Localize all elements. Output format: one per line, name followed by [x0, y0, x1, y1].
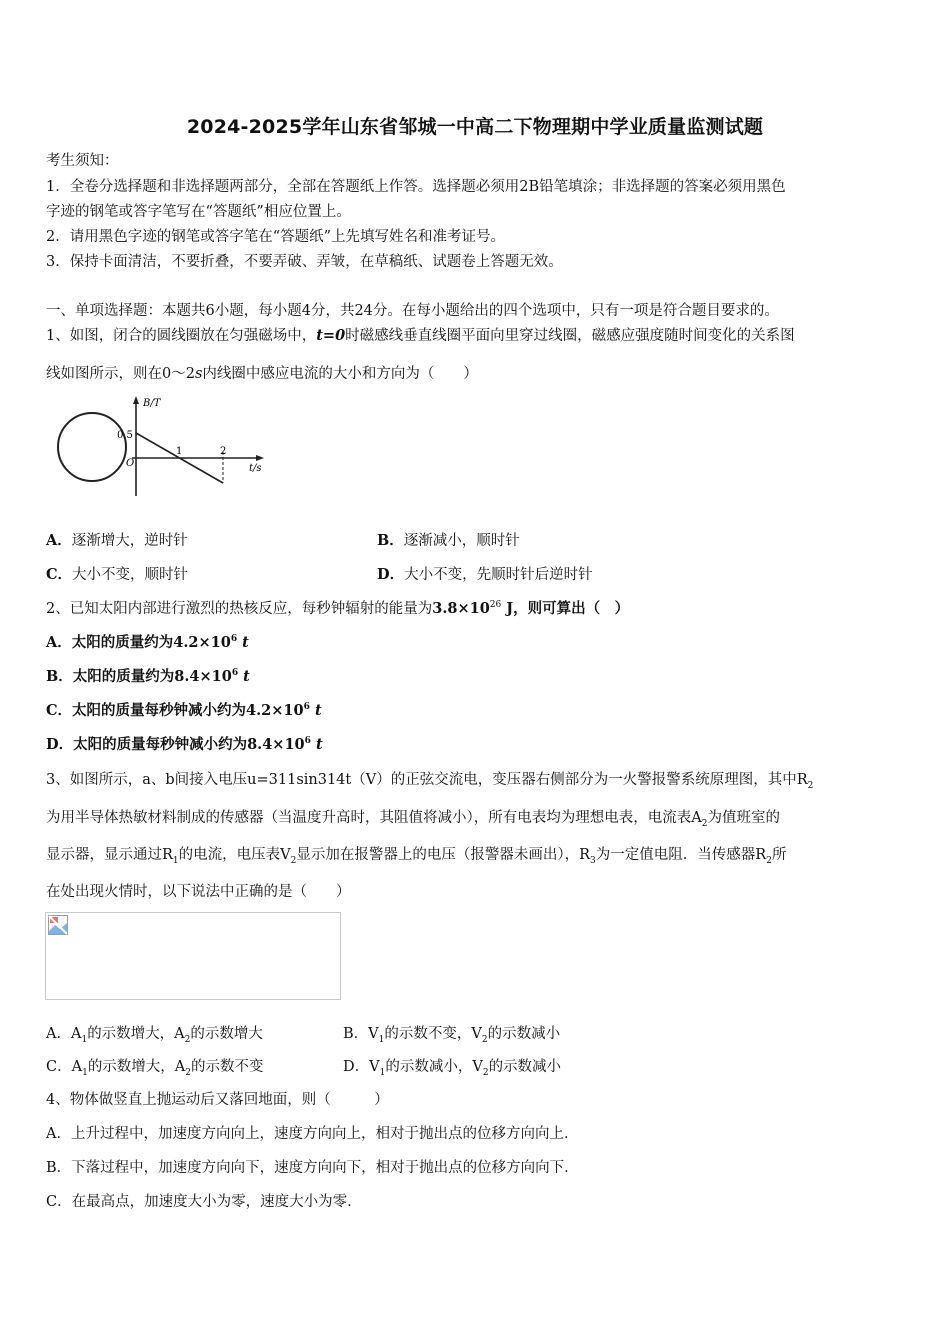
q3-subscript: 2 [481, 1034, 488, 1045]
q2-option-a-value: 4.2×10 [173, 634, 231, 651]
q1-option-a [46, 531, 188, 551]
x-axis-arrow [256, 455, 264, 461]
q2-option-d-label: D． [46, 736, 74, 753]
q3-stem-line-4: 在处出现火情时，以下说法中正确的是（ ） [46, 884, 351, 900]
q3-figure-placeholder [45, 912, 341, 1000]
notice-heading: 考生须知： [46, 153, 119, 169]
coil-circle [58, 413, 126, 481]
q3-stem-text: 显示加在报警器上的电压（报警器未画出），R [296, 847, 591, 863]
q3-subscript: 2 [701, 818, 708, 829]
q3-stem-text: 所 [771, 847, 787, 863]
q1-stem-text: 时磁感线垂直线圈平面向里穿过线圈，磁感应强度随时间变化的关系图 [345, 328, 795, 344]
q2-option-d-value: 8.4×10 [247, 736, 305, 753]
q3-stem-text: 为用半导体热敏材料制成的传感器（当温度升高时，其阻值将减小），所有电表均为理想电表，电流表A [46, 810, 702, 826]
notice-item-1-line-1: 1．全卷分选择题和非选择题两部分，全部在答题纸上作答。选择题必须用2B铅笔填涂；非选择题的答案必须用黑色 [46, 179, 786, 195]
y-axis-arrow [133, 396, 139, 404]
x-tick-label-1: 1 [176, 446, 183, 457]
q3-option-b-text: B．V [343, 1026, 379, 1042]
q3-subscript: 2 [482, 1067, 489, 1078]
q2-option-d [46, 735, 323, 755]
q3-option-d [343, 1057, 561, 1077]
q2-option-a [46, 633, 249, 653]
q3-subscript: 1 [378, 1034, 385, 1045]
q3-stem-line-2 [46, 808, 780, 828]
q3-stem-text: 显示器，显示通过R [46, 847, 173, 863]
q2-option-b-label: B． [46, 668, 73, 685]
q2-option-a-label: A． [46, 634, 72, 651]
q1-option-b-text: 逐渐减小，顺时针 [403, 533, 520, 549]
q2-option-b-unit: t [243, 668, 250, 685]
q1-stem-text: 1、如图，闭合的圆线圈放在匀强磁场中， [46, 328, 317, 344]
q4-option-a: A．上升过程中，加速度方向向上，速度方向向上，相对于抛出点的位移方向向上． [46, 1126, 579, 1142]
q3-subscript: 1 [379, 1067, 386, 1078]
q3-subscript: 2 [807, 780, 814, 791]
q2-option-a-exponent: 6 [230, 634, 238, 645]
q3-stem-line-3 [46, 845, 786, 865]
q3-option-b-text: 的示数不变，V [384, 1026, 482, 1042]
q1-t0: t=0 [316, 327, 346, 344]
notice-item-3: 3．保持卡面清洁，不要折叠，不要弄破、弄皱，在草稿纸、试题卷上答题无效。 [46, 254, 563, 270]
q4-option-c: C．在最高点，加速度大小为零，速度大小为零． [46, 1194, 362, 1210]
q4-option-b: B．下落过程中，加速度方向向下，速度方向向下，相对于抛出点的位移方向向下． [46, 1160, 579, 1176]
q1-option-b [377, 531, 520, 551]
q3-option-a-text: 的示数增大 [190, 1026, 263, 1042]
q3-subscript: 1 [172, 855, 179, 866]
q3-option-a-text: A．A [46, 1026, 82, 1042]
q3-subscript: 2 [185, 1067, 192, 1078]
q3-option-d-text: D．V [343, 1059, 380, 1075]
q3-option-c-text: 的示数不变 [191, 1059, 264, 1075]
q1-option-b-label: B． [377, 532, 404, 549]
page-title: 2024-2025学年山东省邹城一中高二下物理期中学业质量监测试题 [186, 116, 764, 138]
q2-option-c-exponent: 6 [303, 702, 310, 713]
q1-stem-text: 线如图所示，则在0～2 [46, 366, 195, 382]
q1-stem-line-2 [46, 364, 478, 384]
q2-stem-tail: J，则可算出（ ） [501, 600, 630, 617]
q1-option-d-label: D． [377, 566, 405, 583]
q3-stem-text: 为一定值电阻．当传感器R [595, 847, 767, 863]
q3-subscript: 2 [766, 855, 772, 866]
q1-unit-s: s [194, 366, 203, 382]
q3-option-d-text: 的示数减小，V [385, 1059, 483, 1075]
q3-option-d-text: 的示数减小 [488, 1059, 562, 1075]
q3-stem-text: 的电流，电压表V [178, 847, 291, 863]
q3-subscript: 2 [184, 1034, 191, 1045]
origin-label: O [126, 458, 135, 469]
q3-option-b [343, 1024, 560, 1044]
x-axis-label: t/s [249, 463, 262, 474]
x-tick-label-2: 2 [220, 446, 227, 457]
q2-option-b-exponent: 6 [231, 668, 239, 679]
q3-subscript: 1 [81, 1034, 88, 1045]
q1-stem-text: 内线圈中感应电流的大小和方向为（ ） [202, 366, 478, 382]
q3-option-c-text: 的示数增大，A [87, 1059, 186, 1075]
q1-stem-line-1 [46, 326, 795, 346]
q2-option-c-text: 太阳的质量每秒钟减小约为 [72, 702, 247, 719]
q4-stem: 4、物体做竖直上抛运动后又落回地面，则（ ） [46, 1092, 389, 1108]
q2-energy-exponent: 26 [489, 600, 502, 611]
y-tick-label: 0.5 [117, 430, 133, 441]
q2-option-d-unit: t [315, 736, 323, 753]
q1-option-a-label: A． [46, 532, 72, 549]
q3-option-c-text: C．A [46, 1059, 83, 1075]
q2-option-d-exponent: 6 [304, 736, 311, 747]
q3-stem-text: 3、如图所示，a、b间接入电压u=311sin314t（V）的正弦交流电，变压器右侧部分为一火警报警系统原理图，其中R [46, 772, 808, 788]
q3-option-a-text: 的示数增大，A [87, 1026, 185, 1042]
notice-item-2: 2．请用黑色字迹的钢笔或答字笔在“答题纸”上先填写姓名和准考证号。 [46, 229, 506, 245]
q3-subscript: 3 [590, 855, 596, 866]
q2-option-c-label: C． [46, 702, 73, 719]
q2-option-c [46, 701, 322, 721]
section-heading: 一、单项选择题：本题共6小题，每小题4分，共24分。在每小题给出的四个选项中，只有一项是符合题目要求的。 [46, 303, 779, 319]
q3-option-c [46, 1057, 264, 1077]
q1-option-a-text: 逐渐增大，逆时针 [71, 533, 188, 549]
q2-energy-value: 3.8×10 [432, 600, 490, 617]
q1-option-c-label: C． [46, 566, 73, 583]
q1-option-d-text: 大小不变，先顺时针后逆时针 [404, 567, 593, 583]
q2-stem [46, 599, 629, 619]
q2-option-c-unit: t [314, 702, 322, 719]
q3-subscript: 2 [290, 855, 297, 866]
q3-stem-text: 为值班室的 [707, 810, 780, 826]
q2-option-a-text: 太阳的质量约为 [71, 634, 174, 651]
q2-option-b-value: 8.4×10 [174, 668, 232, 685]
q1-figure [44, 392, 274, 504]
notice-item-1-line-2: 字迹的钢笔或答字笔写在“答题纸”相应位置上。 [46, 204, 351, 220]
q3-stem-line-1 [46, 770, 813, 790]
q1-option-c-text: 大小不变，顺时针 [72, 567, 189, 583]
broken-image-icon [48, 915, 68, 935]
q1-option-d [377, 565, 593, 585]
q1-option-c [46, 565, 188, 585]
q2-option-c-value: 4.2×10 [246, 702, 304, 719]
q3-subscript: 1 [82, 1067, 88, 1078]
q2-option-b [46, 667, 250, 687]
q2-stem-text: 2、已知太阳内部进行激烈的热核反应，每秒钟辐射的能量为 [46, 601, 433, 617]
q2-option-a-unit: t [242, 634, 249, 651]
y-axis-label: B/T [143, 398, 161, 409]
q2-option-b-text: 太阳的质量约为 [72, 668, 175, 685]
q3-option-a [46, 1024, 263, 1044]
q3-option-b-text: 的示数减小 [487, 1026, 561, 1042]
q2-option-d-text: 太阳的质量每秒钟减小约为 [73, 736, 248, 753]
